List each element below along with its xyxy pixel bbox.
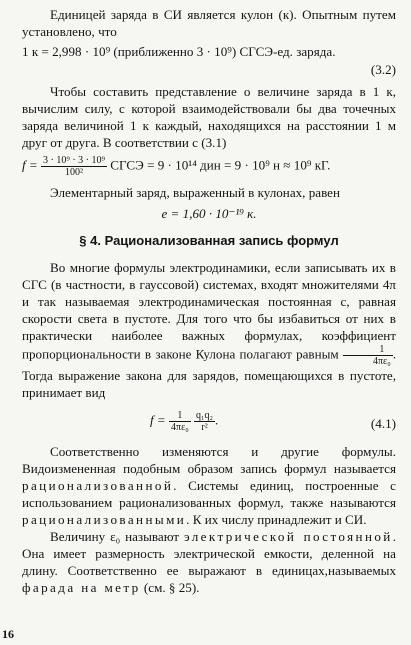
equation-4-1-denominator-2: r²	[201, 422, 208, 433]
equation-force-numerator: 3 · 10⁹ · 3 · 10⁹	[43, 155, 105, 166]
page-number: 16	[2, 627, 14, 641]
paragraph-rationalized-text: Во многие формулы электродинамики, если записывать их в СГС (в частности, в гауссовой) системах, входят множителями 4π и так называемая электродинамическая постоянная c, равная скорости света в пустоте. Для того что бы избавиться от них в практически наиболее важных формулах, коэффициент пропорциональности в законе Кулона полагают равным	[22, 260, 396, 362]
equation-4-1-numerator-2: q₁q₂	[196, 410, 214, 421]
equation-elementary-charge	[22, 205, 396, 222]
paragraph-electric-constant-text: Величину ε₀ называют	[50, 529, 180, 544]
equation-force-fraction	[41, 155, 107, 178]
coefficient-denominator: 4πε₀	[372, 356, 391, 367]
equation-number-4-1: (4.1)	[370, 416, 396, 431]
equation-4-1	[22, 407, 396, 437]
term-farad-per-meter: фарада на метр	[22, 580, 141, 595]
equation-force	[22, 155, 396, 178]
paragraph-other-formulas-mid: . Системы единиц, построенные с использованием рационализованных формул, также называются	[22, 478, 396, 510]
paragraph-rationalized	[22, 259, 396, 401]
paragraph-electric-constant-tail: (см. § 25).	[143, 580, 200, 595]
equation-number-3-2: (3.2)	[370, 62, 396, 77]
section-heading: § 4. Рационализованная запись формул	[79, 233, 339, 248]
equation-4-1-body	[150, 410, 218, 433]
paragraph-coulomb-unit: Единицей заряда в СИ является кулон (к). Опытным путем установлено, что	[22, 7, 396, 39]
equation-force-rhs: СГСЭ = 9 · 10¹⁴ дин = 9 · 10⁹ н ≈ 10⁹ кГ.	[110, 157, 331, 173]
equation-4-1-denominator-1: 4πε₀	[171, 422, 189, 433]
equation-4-1-fraction-2	[194, 410, 215, 433]
equation-4-1-fraction-1	[169, 410, 191, 433]
paragraph-rationalized-tail: . Тогда выражение закона для зарядов, помещающихся в пустоте, принимает вид	[22, 346, 396, 400]
term-electric-constant: электрической постоянной	[183, 529, 393, 544]
equation-force-denominator: 100²	[65, 167, 84, 178]
equation-4-1-tail: .	[215, 412, 219, 428]
equation-force-lhs: f =	[22, 157, 38, 173]
paragraph-other-formulas-text: Соответственно изменяются и другие формулы. Видоизмененная подобным образом запись формул называется	[22, 444, 396, 476]
paragraph-electric-constant-mid: . Она имеет размерность электрической емкости, деленной на длину. Соответственно ее выражают в единицах,называемых	[22, 529, 396, 578]
equation-elementary-charge-body: e = 1,60 · 10⁻¹⁹ к.	[161, 206, 257, 221]
paragraph-other-formulas	[22, 443, 396, 528]
coefficient-fraction	[343, 344, 393, 367]
equation-3-2-number-row	[22, 61, 396, 79]
paragraph-electric-constant	[22, 528, 396, 596]
equation-3-2	[22, 43, 396, 61]
document-page	[22, 6, 396, 596]
equation-3-2-body: 1 к = 2,998 · 10⁹ (приближенно 3 · 10⁹) СГСЭ-ед. заряда.	[22, 44, 336, 59]
equation-4-1-numerator-1: 1	[169, 410, 191, 422]
paragraph-other-formulas-tail: . К их числу принадлежит и СИ.	[186, 512, 367, 527]
coefficient-numerator: 1	[343, 344, 393, 356]
paragraph-elementary-charge: Элементарный заряд, выраженный в кулонах, равен	[50, 185, 341, 200]
term-rationalized: рационализованной	[22, 478, 174, 493]
term-rationalized-plural: рационализованными	[22, 512, 187, 527]
paragraph-force-estimate: Чтобы составить представление о величине заряда в 1 к, вычислим силу, с которой взаимодействовали бы два точечных заряда величиной 1 к каждый, находящихся на расстоянии 1 м друг от друга. В соответствии с (3.1)	[22, 84, 396, 150]
equation-4-1-lhs: f =	[150, 412, 166, 428]
